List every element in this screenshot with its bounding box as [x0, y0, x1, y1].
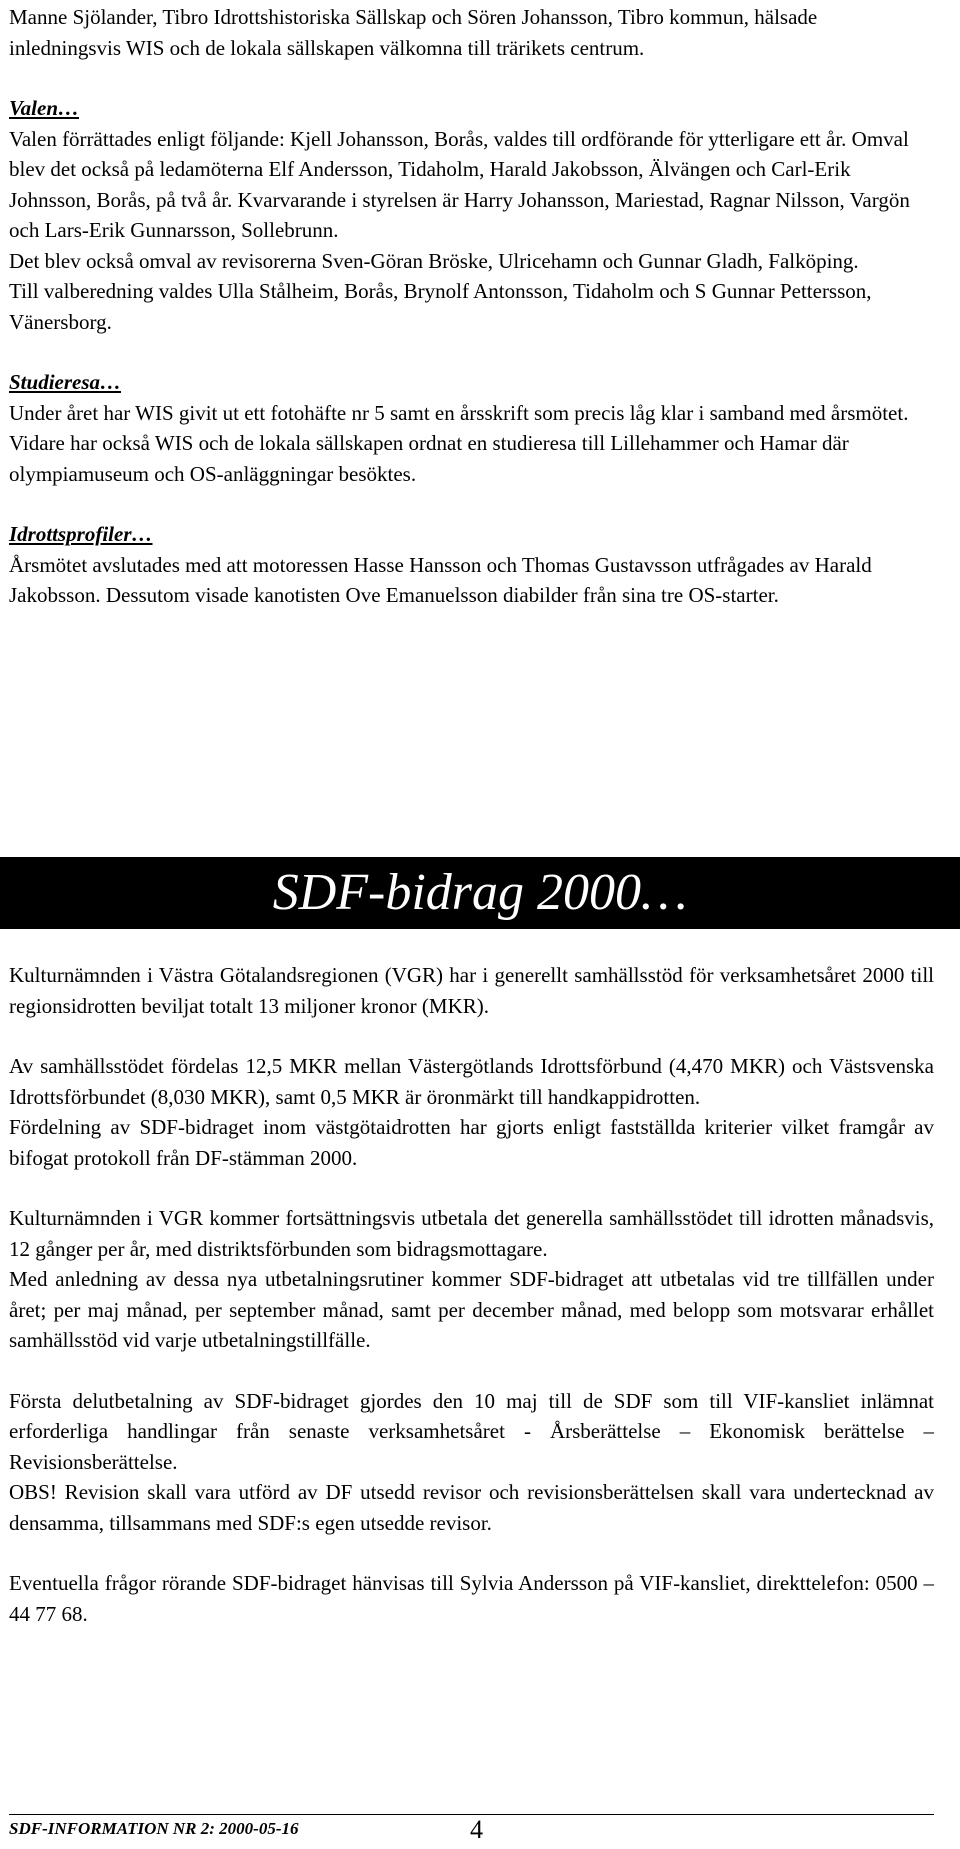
sdf-paragraph-4: Kulturnämnden i VGR kommer fortsättningsvis utbetala det generella samhällsstödet till idrotten månadsvis, 12 gånger per år, med distriktsförbunden som bidragsmottagare.: [9, 1206, 934, 1261]
banner-title: SDF-bidrag 2000…: [272, 864, 688, 921]
valen-paragraph-1: Valen förrättades enligt följande: Kjell Johansson, Borås, valdes till ordförande för ytterligare ett år. Omval blev det också på ledamöterna Elf Andersson, Tidaholm, Harald Jakobsson, Älvängen och Carl-Erik Johnsson, Borås, på två år. Kvarvarande i styrelsen är Harry Johansson, Mariestad, Ragnar Nilsson, Vargön och Lars-Erik Gunnarsson, Sollebrunn.: [9, 126, 910, 242]
valen-heading: Valen…: [9, 96, 80, 120]
footer-page-number: 4: [470, 1815, 483, 1844]
sdf-paragraph-6: Första delutbetalning av SDF-bidraget gjordes den 10 maj till de SDF som till VIF-kansliet inlämnat erforderliga handlingar från senaste verksamhetsåret - Årsberättelse – Ekonomisk berättelse – Revisionsberättelse.: [9, 1388, 934, 1474]
sdf-section: [9, 960, 934, 1629]
footer-publication: SDF-INFORMATION NR 2: 2000-05-16: [9, 1819, 299, 1838]
idrottsprofiler-heading: Idrottsprofiler…: [9, 522, 153, 546]
valen-paragraph-2: Det blev också omval av revisorerna Sven-Göran Bröske, Ulricehamn och Gunnar Gladh, Falköping.: [9, 248, 859, 273]
studieresa-paragraph: Under året har WIS givit ut ett fotohäfte nr 5 samt en årsskrift som precis låg klar i samband med årsmötet. Vidare har också WIS och de lokala sällskapen ordnat en studieresa till Lillehammer och Hamar där olympiamuseum och OS-anläggningar besöktes.: [9, 400, 909, 486]
intro-paragraph: Manne Sjölander, Tibro Idrottshistoriska Sällskap och Sören Johansson, Tibro kommun, hälsade inledningsvis WIS och de lokala sällskapen välkomna till trärikets centrum.: [9, 5, 818, 60]
idrottsprofiler-paragraph: Årsmötet avslutades med att motoressen Hasse Hansson och Thomas Gustavsson utfrågades av Harald Jakobsson. Dessutom visade kanotisten Ove Emanuelsson diabilder från sina tre OS-starter.: [9, 552, 872, 607]
sdf-paragraph-5: Med anledning av dessa nya utbetalningsrutiner kommer SDF-bidraget att utbetalas vid tre tillfällen under året; per maj månad, per september månad, samt per december månad, med belopp som motsvarar erhållet samhällsstöd vid varje utbetalningstillfälle.: [9, 1267, 934, 1352]
sdf-paragraph-2: Av samhällsstödet fördelas 12,5 MKR mellan Västergötlands Idrottsförbund (4,470 MKR) och Västsvenska Idrottsförbundet (8,030 MKR), samt 0,5 MKR är öronmärkt till handkappidrotten.: [9, 1054, 934, 1109]
sdf-paragraph-1: Kulturnämnden i Västra Götalandsregionen (VGR) har i generellt samhällsstöd för verksamhetsåret 2000 till regionsidrotten beviljat totalt 13 miljoner kronor (MKR).: [9, 963, 934, 1018]
valen-paragraph-3: Till valberedning valdes Ulla Stålheim, Borås, Brynolf Antonsson, Tidaholm och S Gunnar Pettersson, Vänersborg.: [9, 279, 872, 334]
sdf-paragraph-8: Eventuella frågor rörande SDF-bidraget hänvisas till Sylvia Andersson på VIF-kansliet, direkttelefon: 0500 – 44 77 68.: [9, 1571, 934, 1626]
sdf-paragraph-3: Fördelning av SDF-bidraget inom västgötaidrotten har gjorts enligt fastställda kriterier vilket framgår av bifogat protokoll från DF-stämman 2000.: [9, 1115, 934, 1170]
studieresa-heading: Studieresa…: [9, 370, 122, 394]
top-section: [9, 2, 934, 611]
section-banner: [0, 857, 960, 929]
sdf-paragraph-7: OBS! Revision skall vara utförd av DF utsedd revisor och revisionsberättelsen skall vara undertecknad av densamma, tillsammans med SDF:s egen utsedde revisor.: [9, 1480, 934, 1535]
